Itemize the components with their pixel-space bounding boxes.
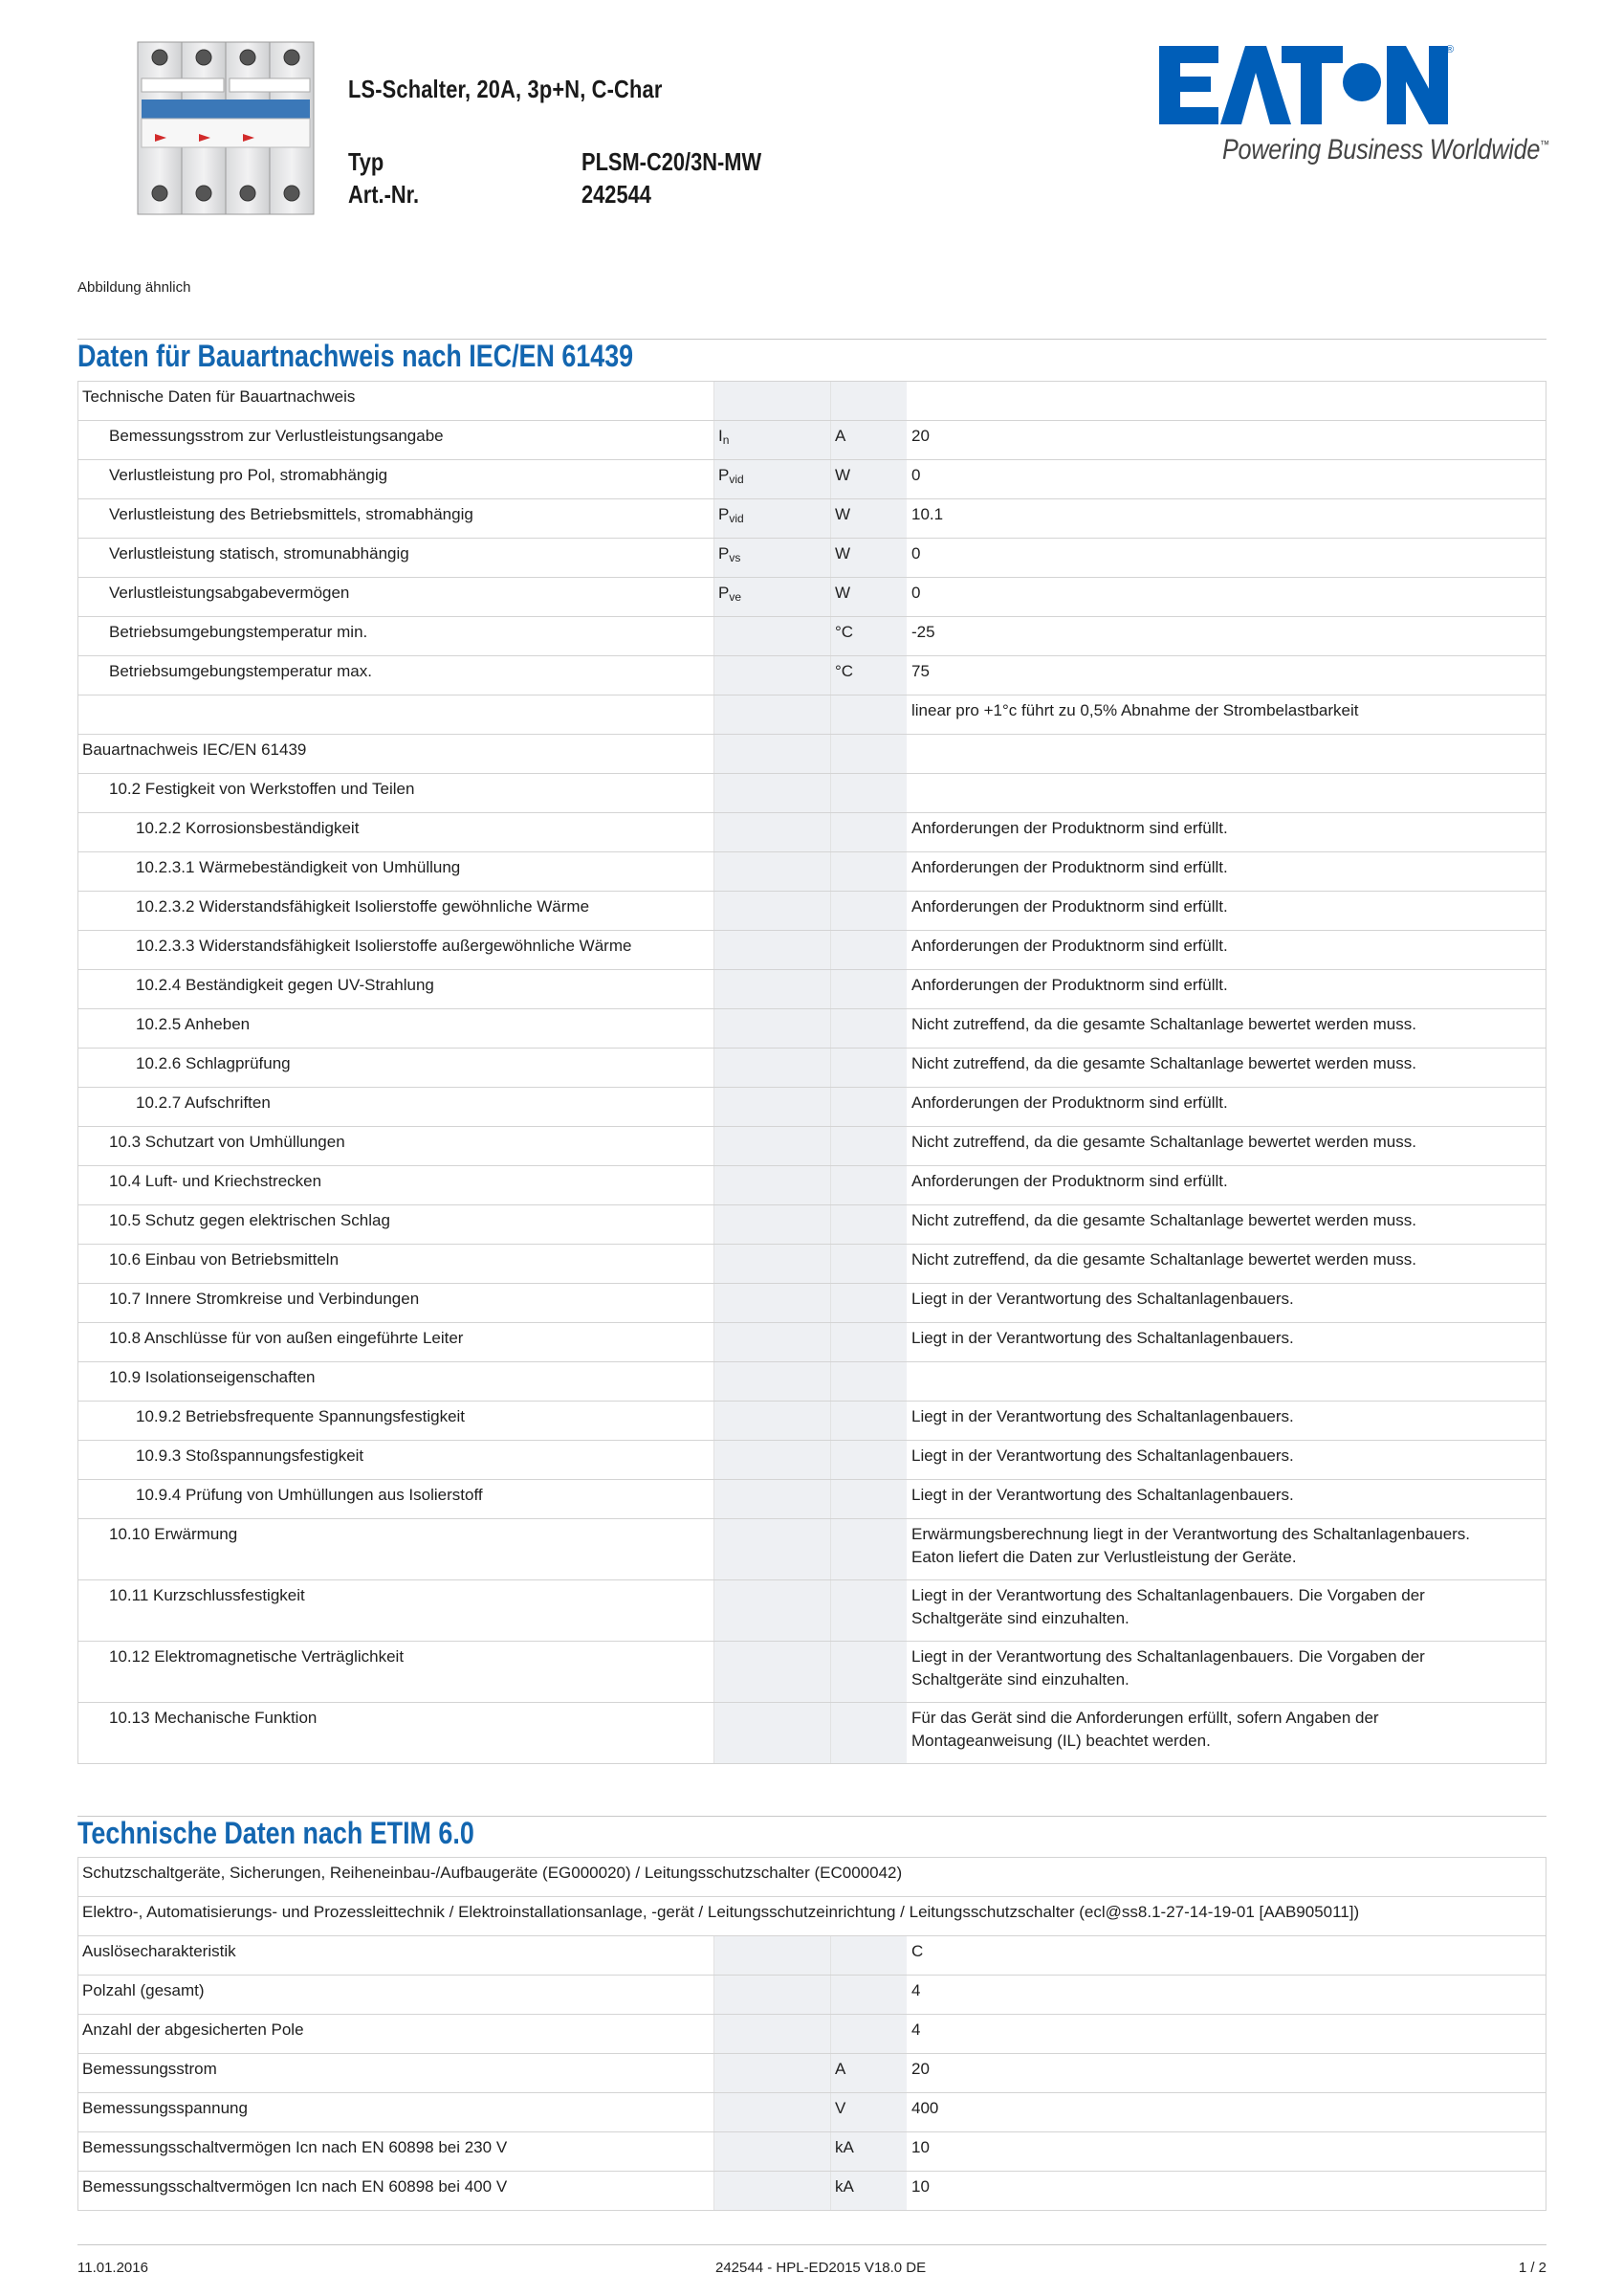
table-row [77,1205,1546,1245]
row-label: 10.2.3.2 Widerstandsfähigkeit Isolierstoffe gewöhnliche Wärme [136,897,590,916]
row-symbol [713,931,830,969]
row-label: 10.13 Mechanische Funktion [109,1709,318,1727]
row-unit [830,1703,907,1763]
eaton-logo [1159,42,1561,176]
symbol-base: P [718,584,730,602]
typ-label: Typ [348,147,384,176]
row-unit [830,1127,907,1165]
row-unit [830,2015,907,2053]
row-value: C [911,1942,924,1960]
row-value: Für das Gerät sind die Anforderungen erfüllt, sofern Angaben der Montageanweisung (IL) beachtet werden. [911,1709,1379,1750]
section-title-bauartnachweis: Daten für Bauartnachweis nach IEC/EN 61439 [77,339,634,373]
row-symbol [713,1049,830,1087]
table-row [77,1976,1546,2015]
row-unit [830,1009,907,1048]
row-symbol [713,2093,830,2131]
row-symbol [713,2132,830,2171]
row-symbol [713,735,830,773]
row-label: Bemessungsschaltvermögen Icn nach EN 60898 bei 230 V [82,2138,508,2156]
row-value: 0 [911,544,921,563]
product-title: LS-Schalter, 20A, 3p+N, C-Char [348,75,663,103]
table-row [77,1009,1546,1049]
table-row [77,1245,1546,1284]
row-value: Nicht zutreffend, da die gesamte Schaltanlage bewertet werden muss. [911,1133,1416,1151]
row-label: 10.2.7 Aufschriften [136,1093,271,1112]
row-value [907,774,1546,812]
row-symbol [713,1441,830,1479]
table-row [77,1703,1546,1764]
row-label [78,695,713,734]
row-value: Anforderungen der Produktnorm sind erfüllt. [911,976,1228,994]
row-unit: W [830,460,907,498]
artnr-value: 242544 [581,180,651,209]
row-label: Betriebsumgebungstemperatur max. [109,662,372,680]
row-symbol [713,2172,830,2210]
row-unit: A [830,421,907,459]
bauartnachweis-table [77,381,1546,1764]
symbol-base: P [718,544,730,563]
artnr-label: Art.-Nr. [348,180,420,209]
row-value: Liegt in der Verantwortung des Schaltanlagenbauers. [911,1329,1294,1347]
row-symbol [713,617,830,655]
trademark-symbol: ® [1446,44,1455,55]
table-row [77,1127,1546,1166]
row-unit: W [830,578,907,616]
row-value: Liegt in der Verantwortung des Schaltanlagenbauers. [911,1290,1294,1308]
row-unit [830,1936,907,1975]
logo-tagline-text: Powering Business Worldwide [1222,134,1541,166]
row-label: Anzahl der abgesicherten Pole [82,2020,304,2039]
row-label: Bemessungsstrom zur Verlustleistungsangabe [109,427,444,445]
table-row [77,460,1546,499]
row-unit [830,1088,907,1126]
row-unit: °C [830,656,907,695]
table-row [77,1642,1546,1703]
row-value: Anforderungen der Produktnorm sind erfüllt. [911,1172,1228,1190]
row-symbol [713,460,830,498]
table-row [77,382,1546,421]
table-row [77,1441,1546,1480]
row-symbol [713,1205,830,1244]
row-unit [830,1642,907,1702]
row-value: 4 [911,1981,921,1999]
row-unit [830,1580,907,1641]
row-value: Anforderungen der Produktnorm sind erfüllt. [911,937,1228,955]
table-row [77,2172,1546,2211]
row-label: 10.9 Isolationseigenschaften [109,1368,316,1386]
row-label: 10.2.4 Beständigkeit gegen UV-Strahlung [136,976,434,994]
table-row [77,2054,1546,2093]
row-value: Anforderungen der Produktnorm sind erfüllt. [911,819,1228,837]
logo-tagline: Powering Business Worldwide™ [1222,134,1549,166]
table-row [77,2015,1546,2054]
table-row [77,421,1546,460]
row-unit [830,1976,907,2014]
table-row [77,499,1546,539]
table-row [77,735,1546,774]
symbol-base: P [718,505,730,523]
row-symbol [713,2054,830,2092]
row-unit [830,695,907,734]
eaton-wordmark [1159,42,1456,128]
row-value: Liegt in der Verantwortung des Schaltanlagenbauers. [911,1407,1294,1425]
row-symbol [713,1009,830,1048]
row-value: Anforderungen der Produktnorm sind erfüllt. [911,858,1228,876]
row-value: 10.1 [911,505,944,523]
row-symbol [713,1519,830,1579]
row-value: Nicht zutreffend, da die gesamte Schaltanlage bewertet werden muss. [911,1054,1416,1072]
table-row [77,695,1546,735]
row-unit: W [830,499,907,538]
symbol-subscript: ve [729,590,742,604]
table-row [77,2093,1546,2132]
row-unit [830,1480,907,1518]
symbol-subscript: n [722,433,730,447]
row-label: Bemessungsstrom [82,2060,217,2078]
row-label: Verlustleistung statisch, stromunabhängig [109,544,409,563]
row-label: 10.2.3.1 Wärmebeständigkeit von Umhüllung [136,858,461,876]
row-unit [830,1245,907,1283]
row-label: 10.7 Innere Stromkreise und Verbindungen [109,1290,420,1308]
row-label: 10.10 Erwärmung [109,1525,238,1543]
row-label: 10.2 Festigkeit von Werkstoffen und Teilen [109,780,415,798]
row-unit [830,1519,907,1579]
row-symbol [713,539,830,577]
row-unit: °C [830,617,907,655]
row-symbol [713,1976,830,2014]
table-row [77,774,1546,813]
row-value: -25 [911,623,935,641]
row-value: 0 [911,584,921,602]
row-symbol [713,2015,830,2053]
row-symbol [713,1323,830,1361]
table-row-category [77,1858,1546,1897]
row-symbol [713,1127,830,1165]
symbol-base: I [718,427,723,445]
row-label: 10.5 Schutz gegen elektrischen Schlag [109,1211,390,1229]
footer-divider [77,2244,1546,2245]
table-row [77,1936,1546,1976]
row-label: 10.6 Einbau von Betriebsmitteln [109,1250,340,1269]
row-label: 10.3 Schutzart von Umhüllungen [109,1133,345,1151]
row-unit [830,931,907,969]
table-row [77,1166,1546,1205]
table-row [77,539,1546,578]
row-unit [830,1166,907,1204]
table-row [77,1049,1546,1088]
row-label: 10.2.2 Korrosionsbeständigkeit [136,819,360,837]
row-value: Nicht zutreffend, da die gesamte Schaltanlage bewertet werden muss. [911,1015,1416,1033]
row-label: Verlustleistung des Betriebsmittels, stromabhängig [109,505,473,523]
table-row [77,892,1546,931]
row-label: 10.2.6 Schlagprüfung [136,1054,291,1072]
row-value: 20 [911,427,930,445]
row-label: Bauartnachweis IEC/EN 61439 [82,740,307,759]
row-symbol [713,1362,830,1401]
row-unit [830,774,907,812]
product-image [117,34,323,226]
row-symbol [713,1088,830,1126]
row-label: Auslösecharakteristik [82,1942,236,1960]
category-path: Elektro-, Automatisierungs- und Prozessleittechnik / Elektroinstallationsanlage, -gerät / Leitungsschutzeinrichtung / Leitungsschutzschalter (ecl@ss8.1-27-14-19-01 [AAB905011]) [82,1903,1360,1921]
row-unit [830,1284,907,1322]
row-unit: kA [830,2172,907,2210]
table-row [77,852,1546,892]
row-unit [830,1205,907,1244]
row-symbol [713,1642,830,1702]
row-symbol [713,1166,830,1204]
row-unit [830,1402,907,1440]
row-label: 10.12 Elektromagnetische Verträglichkeit [109,1647,405,1666]
symbol-base: P [718,466,730,484]
table-row [77,617,1546,656]
row-value: 0 [911,466,921,484]
row-symbol [713,970,830,1008]
row-symbol [713,1284,830,1322]
table-row [77,970,1546,1009]
symbol-subscript: vid [729,512,744,525]
row-value: Anforderungen der Produktnorm sind erfüllt. [911,897,1228,916]
row-unit [830,1323,907,1361]
table-row [77,931,1546,970]
row-symbol [713,1936,830,1975]
table-row [77,1323,1546,1362]
row-unit [830,1049,907,1087]
row-label: Betriebsumgebungstemperatur min. [109,623,368,641]
row-label: 10.8 Anschlüsse für von außen eingeführte Leiter [109,1329,464,1347]
row-value: Liegt in der Verantwortung des Schaltanlagenbauers. [911,1446,1294,1465]
table-row [77,1480,1546,1519]
footer-document-id: 242544 - HPL-ED2015 V18.0 DE [715,2260,927,2276]
table-row [77,656,1546,695]
row-value: Liegt in der Verantwortung des Schaltanlagenbauers. [911,1486,1294,1504]
row-label: 10.2.5 Anheben [136,1015,251,1033]
row-symbol [713,1402,830,1440]
row-unit [830,892,907,930]
row-label: Verlustleistung pro Pol, stromabhängig [109,466,388,484]
row-value: 4 [911,2020,921,2039]
row-label: 10.11 Kurzschlussfestigkeit [109,1586,305,1604]
row-unit: V [830,2093,907,2131]
row-value: Nicht zutreffend, da die gesamte Schaltanlage bewertet werden muss. [911,1250,1416,1269]
row-label: 10.9.2 Betriebsfrequente Spannungsfestigkeit [136,1407,466,1425]
table-row [77,2132,1546,2172]
row-value: 10 [911,2177,930,2196]
row-symbol [713,774,830,812]
row-symbol [713,813,830,851]
table-row [77,813,1546,852]
row-symbol [713,1245,830,1283]
row-symbol [713,1480,830,1518]
row-label: Verlustleistungsabgabevermögen [109,584,350,602]
row-symbol [713,578,830,616]
row-unit [830,1362,907,1401]
table-row [77,1580,1546,1642]
row-unit: W [830,539,907,577]
row-unit [830,735,907,773]
footer-date: 11.01.2016 [77,2260,148,2276]
row-value [907,382,1546,420]
row-label: Bemessungsschaltvermögen Icn nach EN 60898 bei 400 V [82,2177,508,2196]
row-symbol [713,382,830,420]
row-symbol [713,421,830,459]
section-title-etim: Technische Daten nach ETIM 6.0 [77,1816,474,1850]
row-value: Erwärmungsberechnung liegt in der Verantwortung des Schaltanlagenbauers. Eaton liefert die Daten zur Verlustleistung der Geräte. [911,1525,1471,1566]
row-value: Anforderungen der Produktnorm sind erfüllt. [911,1093,1228,1112]
row-symbol [713,695,830,734]
row-value: Nicht zutreffend, da die gesamte Schaltanlage bewertet werden muss. [911,1211,1416,1229]
image-caption: Abbildung ähnlich [77,279,191,296]
table-row [77,578,1546,617]
row-label: Polzahl (gesamt) [82,1981,205,1999]
row-value: Liegt in der Verantwortung des Schaltanlagenbauers. Die Vorgaben der Schaltgeräte sind einzuhalten. [911,1586,1425,1627]
row-unit: kA [830,2132,907,2171]
table-row [77,1362,1546,1402]
table-row [77,1284,1546,1323]
row-label: 10.9.3 Stoßspannungsfestigkeit [136,1446,364,1465]
etim-table [77,1857,1546,2211]
row-symbol [713,1703,830,1763]
row-symbol [713,892,830,930]
row-label: 10.2.3.3 Widerstandsfähigkeit Isolierstoffe außergewöhnliche Wärme [136,937,632,955]
row-label: 10.4 Luft- und Kriechstrecken [109,1172,322,1190]
row-label: 10.9.4 Prüfung von Umhüllungen aus Isolierstoff [136,1486,483,1504]
row-symbol [713,1580,830,1641]
row-value [907,735,1546,773]
row-unit [830,852,907,891]
row-value: 400 [911,2099,939,2117]
table-row [77,1088,1546,1127]
row-value: 10 [911,2138,930,2156]
table-row-category [77,1897,1546,1936]
row-value: 20 [911,2060,930,2078]
symbol-subscript: vs [729,551,741,564]
row-value [907,1362,1546,1401]
table-row [77,1519,1546,1580]
row-unit [830,382,907,420]
typ-value: PLSM-C20/3N-MW [581,147,762,176]
row-symbol [713,656,830,695]
table-row [77,1402,1546,1441]
row-unit [830,1441,907,1479]
row-value: linear pro +1°c führt zu 0,5% Abnahme der Strombelastbarkeit [911,701,1359,719]
row-symbol [713,852,830,891]
symbol-subscript: vid [729,473,744,486]
row-label: Bemessungsspannung [82,2099,248,2117]
row-value: Liegt in der Verantwortung des Schaltanlagenbauers. Die Vorgaben der Schaltgeräte sind einzuhalten. [911,1647,1425,1689]
row-symbol [713,499,830,538]
row-unit [830,970,907,1008]
row-label: Technische Daten für Bauartnachweis [82,387,356,406]
row-unit [830,813,907,851]
footer-page-number: 1 / 2 [1518,2260,1546,2276]
row-value: 75 [911,662,930,680]
row-unit: A [830,2054,907,2092]
category-path: Schutzschaltgeräte, Sicherungen, Reiheneinbau-/Aufbaugeräte (EG000020) / Leitungsschutzschalter (EC000042) [82,1864,903,1882]
